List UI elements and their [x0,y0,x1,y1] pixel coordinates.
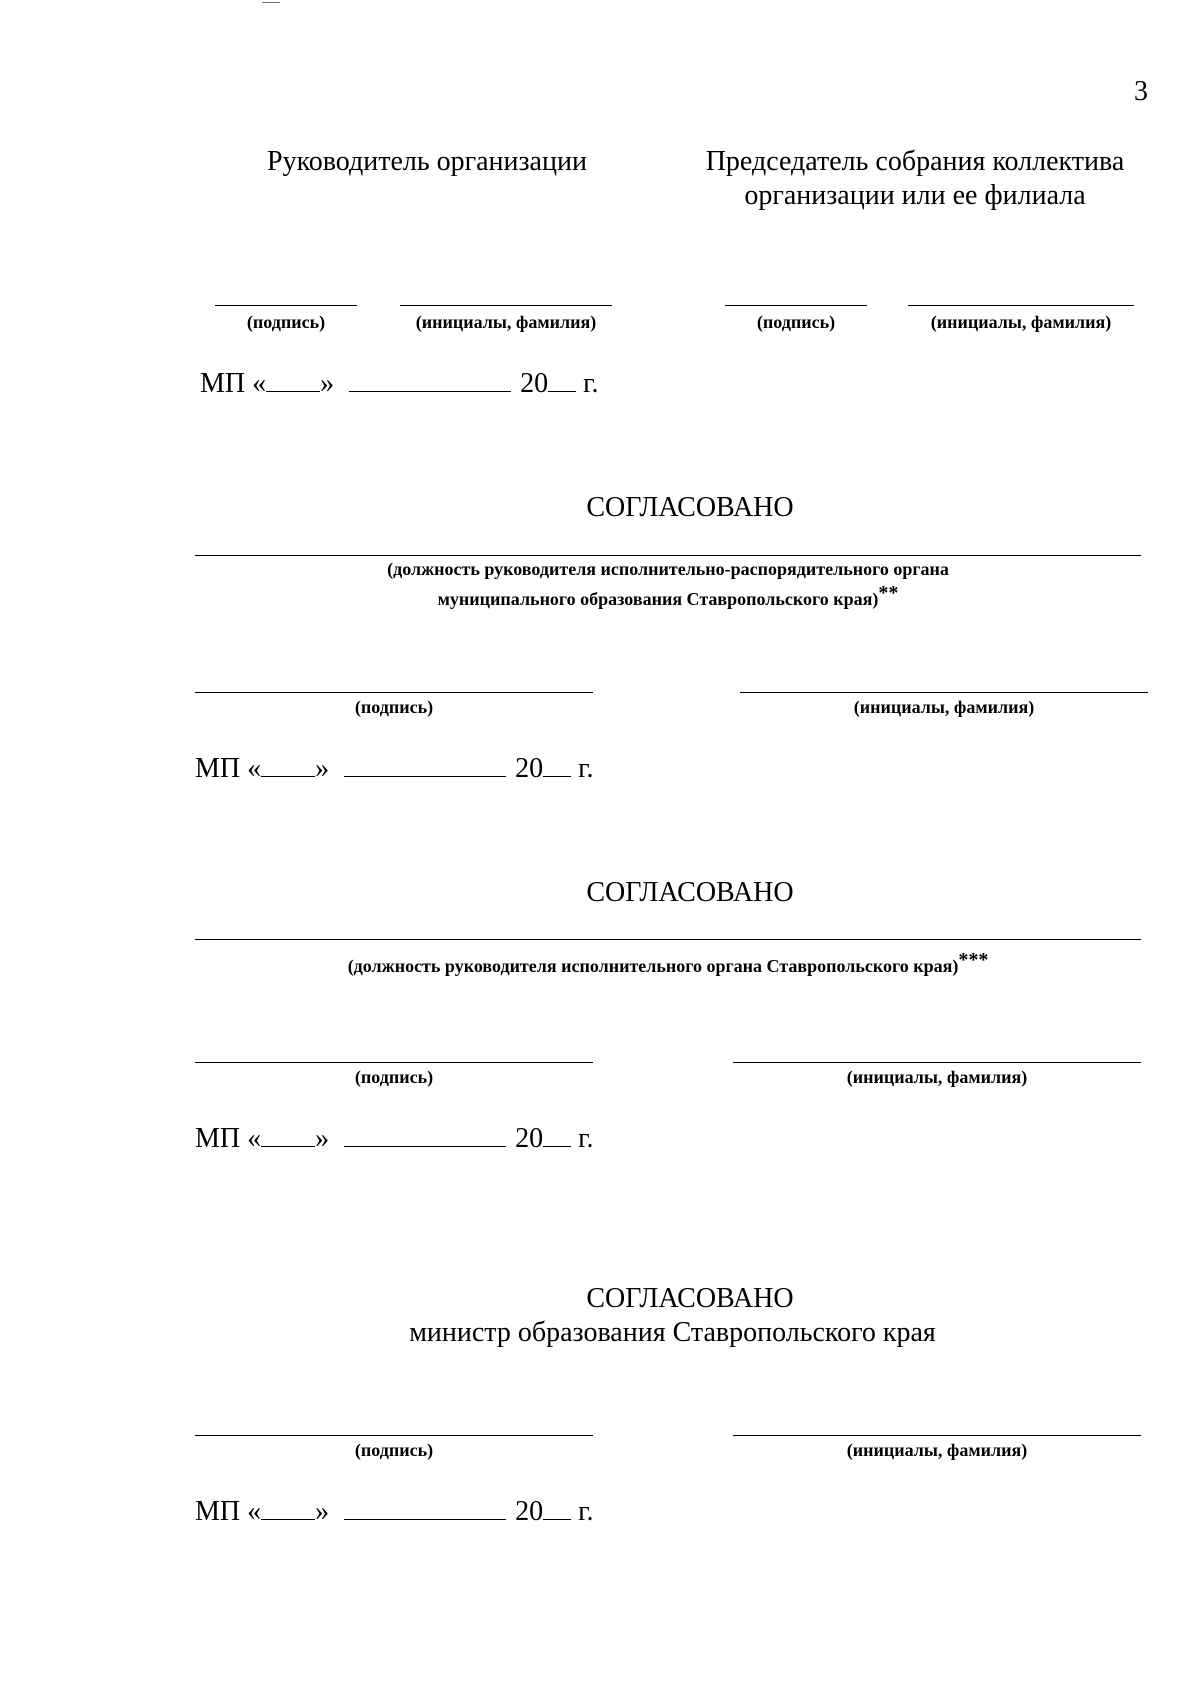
signature-caption-municipal: (подпись) [354,697,434,717]
day-blank[interactable] [261,1495,315,1520]
initials-caption-head: (инициалы, фамилия) [415,312,597,332]
month-blank[interactable] [344,1495,506,1520]
year-suffix: г. [583,368,599,399]
month-blank[interactable] [349,367,511,392]
year-blank[interactable] [543,1122,571,1147]
initials-caption-regional: (инициалы, фамилия) [846,1067,1028,1087]
year-prefix: 20 [515,753,544,784]
initials-caption-municipal: (инициалы, фамилия) [853,697,1035,717]
day-blank[interactable] [261,752,315,777]
mp-quote-close: » [315,1123,330,1154]
stamp-date-line-2 [195,752,593,785]
year-blank[interactable] [548,367,576,392]
stamp-date-line-4 [195,1495,593,1528]
collective-chair-title-line2: организации или ее филиала [744,180,1086,211]
signature-line-chair[interactable] [725,305,867,306]
initials-line-regional[interactable] [733,1062,1141,1063]
year-prefix: 20 [520,368,549,399]
signature-caption-head: (подпись) [246,312,326,332]
day-blank[interactable] [266,367,320,392]
initials-line-municipal[interactable] [740,692,1148,693]
signature-caption-chair: (подпись) [756,312,836,332]
day-blank[interactable] [261,1122,315,1147]
signature-caption-minister: (подпись) [354,1440,434,1460]
year-suffix: г. [578,753,594,784]
mp-quote-close: » [315,1496,330,1527]
position-line-regional[interactable] [195,939,1141,940]
year-prefix: 20 [515,1496,544,1527]
signature-line-head[interactable] [215,305,357,306]
agreed-heading-minister: СОГЛАСОВАНО [586,1283,794,1314]
signature-line-regional[interactable] [195,1062,593,1063]
initials-caption-minister: (инициалы, фамилия) [846,1440,1028,1460]
minister-title: министр образования Ставропольского края [409,1317,936,1348]
footnote-mark: ** [878,582,899,604]
initials-caption-chair: (инициалы, фамилия) [930,312,1112,332]
page-number: 3 [1134,76,1148,107]
signature-caption-regional: (подпись) [354,1067,434,1087]
mp-quote-close: » [320,368,335,399]
position-line-municipal[interactable] [195,555,1141,556]
signature-line-minister[interactable] [195,1435,593,1436]
year-blank[interactable] [543,1495,571,1520]
scan-artifact [262,2,280,3]
footnote-mark: *** [958,949,989,971]
mp-prefix: МП « [195,1123,262,1154]
position-caption-municipal-line2: муниципального образования Ставропольского края)** [437,582,899,609]
stamp-date-line-1 [200,367,598,400]
mp-prefix: МП « [200,368,267,399]
initials-line-head[interactable] [400,305,612,306]
initials-line-minister[interactable] [733,1435,1141,1436]
year-suffix: г. [578,1123,594,1154]
mp-prefix: МП « [195,753,262,784]
year-suffix: г. [578,1496,594,1527]
year-blank[interactable] [543,752,571,777]
agreed-heading-regional: СОГЛАСОВАНО [586,877,794,908]
position-caption-regional: (должность руководителя исполнительного органа Ставропольского края)*** [347,949,989,976]
stamp-date-line-3 [195,1122,593,1155]
agreed-heading-municipal: СОГЛАСОВАНО [586,492,794,523]
collective-chair-title-line1: Председатель собрания коллектива [705,146,1125,177]
month-blank[interactable] [344,752,506,777]
organization-head-title: Руководитель организации [267,146,587,177]
mp-quote-close: » [315,753,330,784]
month-blank[interactable] [344,1122,506,1147]
signature-line-municipal[interactable] [195,692,593,693]
initials-line-chair[interactable] [908,305,1134,306]
position-caption-municipal-line1: (должность руководителя исполнительно-распорядительного органа [387,559,949,579]
mp-prefix: МП « [195,1496,262,1527]
year-prefix: 20 [515,1123,544,1154]
